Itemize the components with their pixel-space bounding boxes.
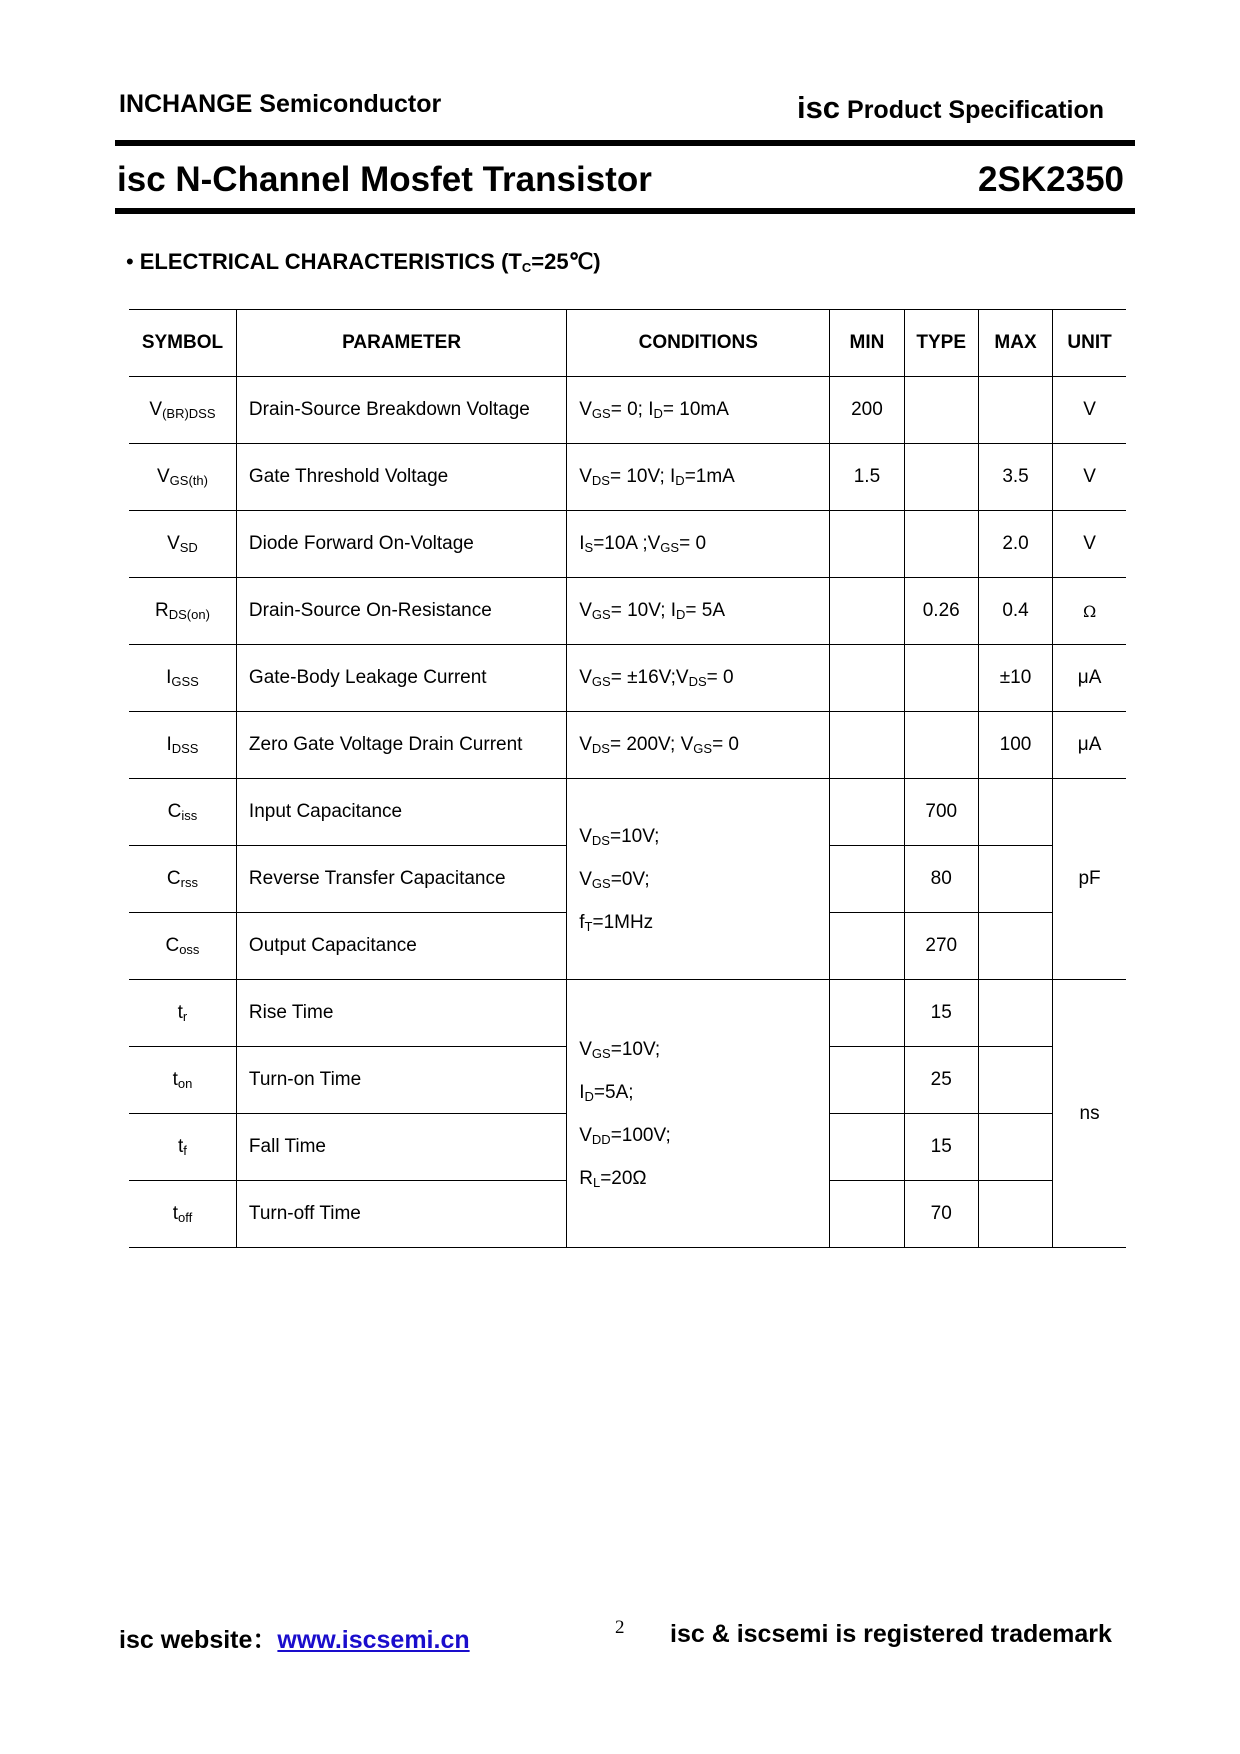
cond-part: V: [579, 825, 592, 847]
cond-part: =1mA: [684, 466, 735, 487]
symbol-sub: on: [177, 1076, 193, 1091]
cond-part: V: [579, 667, 592, 688]
conditions-cell: [567, 511, 830, 578]
cond-sub: GS: [591, 875, 611, 891]
max-cell: [978, 779, 1052, 846]
part-number: 2SK2350: [978, 160, 1124, 199]
symbol-sub: f: [183, 1143, 187, 1158]
min-cell: [830, 1181, 904, 1248]
symbol-cell: [129, 712, 236, 779]
symbol-main: t: [177, 1002, 183, 1023]
symbol-main: V: [156, 466, 170, 487]
symbol-sub: GS(th): [169, 473, 208, 488]
symbol-main: t: [178, 1136, 184, 1157]
cond-part: = 0: [706, 667, 734, 688]
cond-part: =10A ;V: [593, 533, 661, 554]
symbol-main: I: [166, 667, 172, 688]
unit-cell: pF: [1053, 779, 1126, 980]
max-cell: ±10: [978, 645, 1052, 712]
cond-sub: GS: [591, 674, 611, 689]
condition-line: [579, 1028, 829, 1071]
condition-line: [579, 901, 829, 944]
section-label-sub: C: [521, 260, 532, 275]
conditions-cell: [567, 779, 830, 980]
header-unit: UNIT: [1053, 310, 1126, 377]
condition-line: [579, 815, 829, 858]
page-number: 2: [615, 1617, 625, 1638]
symbol-main: t: [172, 1203, 178, 1224]
header-rule-bottom: [115, 208, 1135, 214]
parameter-cell: Zero Gate Voltage Drain Current: [236, 712, 566, 779]
symbol-cell: [129, 645, 236, 712]
symbol-main: C: [165, 935, 180, 956]
min-cell: [830, 1114, 904, 1181]
symbol-sub: oss: [179, 942, 200, 957]
symbol-sub: GSS: [171, 674, 199, 689]
parameter-cell: Input Capacitance: [236, 779, 566, 846]
cond-part: V: [579, 1038, 592, 1060]
symbol-cell: [129, 377, 236, 444]
symbol-main: V: [149, 399, 163, 420]
typ-cell: 15: [904, 1114, 978, 1181]
cond-part: I: [579, 1081, 585, 1103]
symbol-main: C: [166, 868, 181, 889]
max-cell: [978, 377, 1052, 444]
symbol-cell: [129, 1181, 236, 1248]
min-cell: [830, 913, 904, 980]
trademark-notice: isc & iscsemi is registered trademark: [670, 1620, 1112, 1648]
cond-sub: GS: [591, 607, 611, 622]
header-rule-top: [115, 140, 1135, 146]
symbol-cell: [129, 578, 236, 645]
section-label-start: ELECTRICAL CHARACTERISTICS (T: [139, 249, 522, 274]
cond-sub: DS: [591, 741, 610, 756]
header-type: TYPE: [904, 310, 978, 377]
cond-sub: D: [676, 607, 686, 622]
cond-part: = 10V; I: [609, 466, 676, 487]
cond-part: =0V;: [610, 868, 650, 890]
cond-part: = 200V; V: [609, 734, 694, 755]
typ-cell: [904, 511, 978, 578]
typ-cell: 70: [904, 1181, 978, 1248]
footer-website: [119, 1620, 470, 1656]
spec-prefix: isc: [796, 90, 841, 125]
max-cell: 100: [978, 712, 1052, 779]
conditions-cell: [567, 444, 830, 511]
min-cell: [830, 779, 904, 846]
cond-sub: L: [592, 1174, 601, 1190]
parameter-cell: Turn-on Time: [236, 1047, 566, 1114]
cond-sub: GS: [591, 406, 611, 421]
cond-part: =20Ω: [600, 1167, 647, 1189]
min-cell: [830, 980, 904, 1047]
typ-cell: [904, 444, 978, 511]
parameter-cell: Turn-off Time: [236, 1181, 566, 1248]
cond-sub: GS: [660, 540, 680, 555]
conditions-cell: [567, 645, 830, 712]
max-cell: 2.0: [978, 511, 1052, 578]
parameter-cell: Gate Threshold Voltage: [236, 444, 566, 511]
symbol-cell: [129, 511, 236, 578]
cond-sub: S: [584, 540, 594, 555]
symbol-cell: [129, 444, 236, 511]
max-cell: [978, 1181, 1052, 1248]
typ-cell: 700: [904, 779, 978, 846]
max-cell: [978, 1047, 1052, 1114]
max-cell: [978, 913, 1052, 980]
bullet: •: [126, 249, 134, 274]
unit-cell: V: [1053, 511, 1126, 578]
unit-cell: Ω: [1053, 578, 1126, 645]
cond-sub: D: [653, 406, 663, 421]
table-row: [129, 377, 1126, 444]
table-row: [129, 511, 1126, 578]
max-cell: [978, 846, 1052, 913]
table-row: [129, 444, 1126, 511]
cond-part: = 10mA: [662, 399, 729, 420]
cond-sub: DS: [591, 832, 610, 848]
condition-line: [579, 858, 829, 901]
symbol-cell: [129, 779, 236, 846]
cond-part: =1MHz: [592, 911, 654, 933]
cond-sub: DS: [591, 473, 610, 488]
header-min: MIN: [830, 310, 904, 377]
unit-cell: V: [1053, 444, 1126, 511]
symbol-cell: [129, 1047, 236, 1114]
cond-part: = 10V; I: [610, 600, 677, 621]
table-row: [129, 980, 1126, 1047]
spec-label: Product Specification: [847, 96, 1104, 124]
header-max: MAX: [978, 310, 1052, 377]
conditions-cell: [567, 712, 830, 779]
unit-cell: μA: [1053, 712, 1126, 779]
symbol-sub: DS(on): [168, 607, 210, 622]
parameter-cell: Reverse Transfer Capacitance: [236, 846, 566, 913]
symbol-cell: [129, 846, 236, 913]
typ-cell: 0.26: [904, 578, 978, 645]
cond-part: =100V;: [610, 1124, 671, 1146]
condition-line: [579, 1157, 829, 1200]
max-cell: 3.5: [978, 444, 1052, 511]
cond-sub: D: [584, 1088, 594, 1104]
symbol-main: t: [172, 1069, 178, 1090]
table-row: [129, 578, 1126, 645]
symbol-cell: [129, 980, 236, 1047]
cond-part: V: [579, 734, 592, 755]
electrical-characteristics-table: [129, 309, 1126, 1248]
header-symbol: SYMBOL: [129, 310, 236, 377]
document-title: isc N-Channel Mosfet Transistor: [117, 160, 652, 199]
cond-part: =5A;: [593, 1081, 634, 1103]
header-parameter: PARAMETER: [236, 310, 566, 377]
unit-cell: μA: [1053, 645, 1126, 712]
spec-header: [797, 90, 1104, 126]
max-cell: [978, 1114, 1052, 1181]
symbol-sub: SD: [179, 540, 198, 555]
header-conditions: CONDITIONS: [567, 310, 830, 377]
cond-part: = 0; I: [610, 399, 654, 420]
symbol-sub: off: [177, 1210, 193, 1225]
min-cell: 200: [830, 377, 904, 444]
symbol-sub: rss: [180, 875, 198, 890]
conditions-cell: [567, 377, 830, 444]
cond-part: f: [579, 911, 585, 933]
symbol-main: C: [167, 801, 182, 822]
cond-part: = 0: [712, 734, 740, 755]
cond-part: V: [579, 466, 592, 487]
cond-sub: T: [584, 918, 593, 934]
parameter-cell: Drain-Source On-Resistance: [236, 578, 566, 645]
typ-cell: [904, 377, 978, 444]
symbol-main: I: [166, 734, 172, 755]
cond-sub: DS: [688, 674, 707, 689]
min-cell: [830, 511, 904, 578]
symbol-sub: DSS: [171, 741, 199, 756]
symbol-main: R: [155, 600, 169, 621]
typ-cell: 25: [904, 1047, 978, 1114]
cond-part: = ±16V;V: [610, 667, 689, 688]
table-row: [129, 645, 1126, 712]
symbol-sub: (BR)DSS: [162, 406, 216, 421]
cond-sub: D: [675, 473, 685, 488]
symbol-cell: [129, 913, 236, 980]
typ-cell: [904, 645, 978, 712]
cond-part: V: [579, 1124, 592, 1146]
max-cell: [978, 980, 1052, 1047]
company-name: INCHANGE Semiconductor: [119, 90, 442, 118]
cond-part: = 5A: [685, 600, 726, 621]
parameter-cell: Output Capacitance: [236, 913, 566, 980]
parameter-cell: Fall Time: [236, 1114, 566, 1181]
cond-part: = 0: [679, 533, 707, 554]
condition-line: [579, 1114, 829, 1157]
cond-part: V: [579, 399, 592, 420]
min-cell: [830, 578, 904, 645]
table-header-row: [129, 310, 1126, 377]
cond-sub: GS: [693, 741, 713, 756]
max-cell: 0.4: [978, 578, 1052, 645]
typ-cell: 270: [904, 913, 978, 980]
unit-cell: V: [1053, 377, 1126, 444]
cond-part: I: [579, 533, 585, 554]
condition-line: [579, 1071, 829, 1114]
cond-part: V: [579, 600, 592, 621]
parameter-cell: Drain-Source Breakdown Voltage: [236, 377, 566, 444]
min-cell: [830, 846, 904, 913]
min-cell: [830, 712, 904, 779]
typ-cell: 15: [904, 980, 978, 1047]
parameter-cell: Gate-Body Leakage Current: [236, 645, 566, 712]
min-cell: [830, 645, 904, 712]
typ-cell: 80: [904, 846, 978, 913]
website-link[interactable]: www.iscsemi.cn: [277, 1626, 470, 1654]
cond-part: V: [579, 868, 592, 890]
symbol-sub: r: [182, 1009, 188, 1024]
cond-part: R: [579, 1167, 593, 1189]
section-label-end: =25℃): [531, 249, 601, 274]
symbol-cell: [129, 1114, 236, 1181]
conditions-cell: [567, 980, 830, 1248]
parameter-cell: Rise Time: [236, 980, 566, 1047]
table-row: [129, 712, 1126, 779]
cond-part: =10V;: [609, 825, 660, 847]
symbol-main: V: [167, 533, 180, 554]
min-cell: 1.5: [830, 444, 904, 511]
parameter-cell: Diode Forward On-Voltage: [236, 511, 566, 578]
typ-cell: [904, 712, 978, 779]
section-heading: [126, 249, 601, 275]
cond-part: =10V;: [610, 1038, 661, 1060]
min-cell: [830, 1047, 904, 1114]
cond-sub: GS: [591, 1045, 611, 1061]
unit-cell: ns: [1053, 980, 1126, 1248]
table-row: [129, 779, 1126, 846]
cond-sub: DD: [591, 1131, 611, 1147]
conditions-cell: [567, 578, 830, 645]
symbol-sub: iss: [181, 808, 198, 823]
website-label: isc website：: [119, 1626, 278, 1654]
